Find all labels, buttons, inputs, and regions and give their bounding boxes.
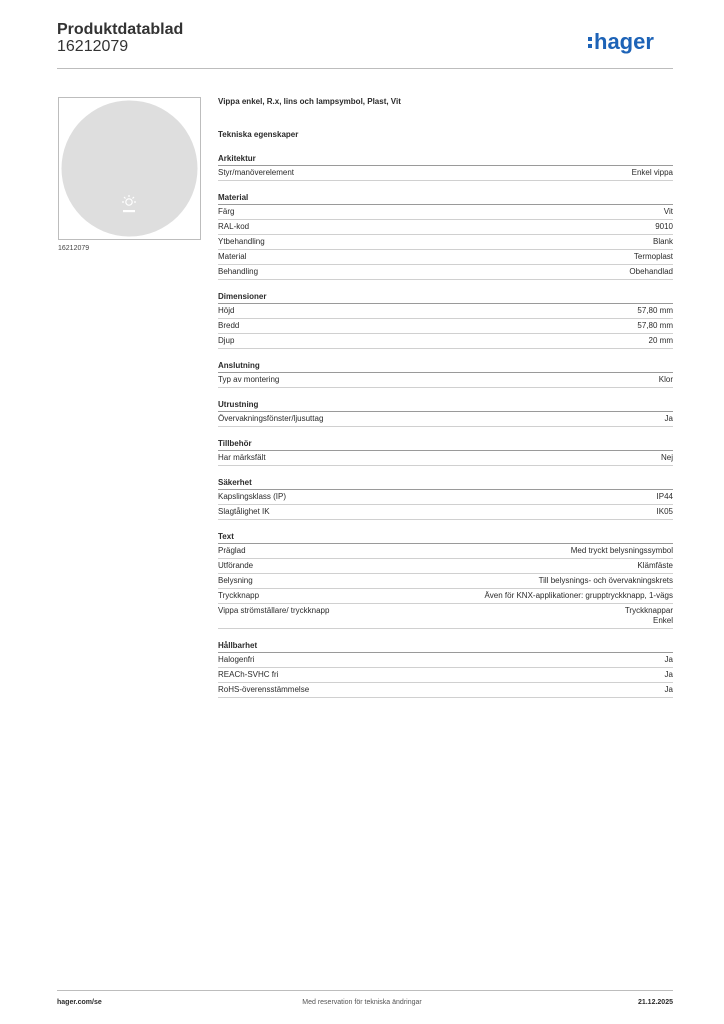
document-title: Produktdatablad <box>57 21 184 38</box>
property-label: Präglad <box>218 546 246 555</box>
property-label: Behandling <box>218 267 259 276</box>
property-value <box>637 561 673 571</box>
product-number: 16212079 <box>57 38 129 55</box>
property-value <box>637 321 673 331</box>
property-value-line: Termoplast <box>633 252 673 261</box>
property-value-line: Ja <box>664 414 673 423</box>
property-row <box>218 220 673 235</box>
property-value-line: 9010 <box>655 222 673 231</box>
property-row <box>218 668 673 683</box>
property-label: Färg <box>218 207 235 216</box>
section-heading: Utrustning <box>218 398 673 412</box>
lens-bar <box>123 210 135 212</box>
property-label: Vippa strömställare/ tryckknapp <box>218 606 330 615</box>
property-value <box>484 591 673 601</box>
property-row <box>218 559 673 574</box>
property-row <box>218 544 673 559</box>
property-row <box>218 205 673 220</box>
properties-heading: Tekniska egenskaper <box>218 130 299 139</box>
property-value <box>649 336 673 346</box>
property-value <box>632 168 673 178</box>
property-section <box>218 398 673 427</box>
hager-logo <box>588 30 672 61</box>
property-value-line: Vit <box>663 207 673 216</box>
property-label: Tryckknapp <box>218 591 260 600</box>
footer-divider <box>57 990 673 991</box>
property-row <box>218 373 673 388</box>
property-value <box>539 576 673 586</box>
property-row <box>218 265 673 280</box>
property-value-line: Ja <box>664 685 673 694</box>
property-value-line: Enkel <box>652 616 673 625</box>
property-value-line: Klämfäste <box>637 561 673 570</box>
property-row <box>218 304 673 319</box>
property-value <box>653 237 673 247</box>
property-value-line: Ja <box>664 670 673 679</box>
property-label: Ytbehandling <box>218 237 265 246</box>
section-heading: Anslutning <box>218 359 673 373</box>
property-row <box>218 604 673 629</box>
section-heading: Säkerhet <box>218 476 673 490</box>
property-row <box>218 235 673 250</box>
footer-date: 21.12.2025 <box>637 999 673 1006</box>
property-value <box>664 207 673 217</box>
property-label: Halogenfri <box>218 655 255 664</box>
svg-text:hager: hager <box>594 30 654 54</box>
header-divider <box>57 68 673 69</box>
property-value-line: 57,80 mm <box>637 321 673 330</box>
product-image <box>58 97 201 240</box>
property-label: Typ av montering <box>218 375 280 384</box>
property-value-line: Blank <box>652 237 673 246</box>
property-row <box>218 683 673 698</box>
property-section <box>218 359 673 388</box>
property-value-line: Ja <box>664 655 673 664</box>
property-value <box>625 606 673 626</box>
property-value <box>637 306 673 316</box>
property-label: RoHS-överensstämmelse <box>218 685 310 694</box>
properties-sections <box>218 152 673 698</box>
property-label: Belysning <box>218 576 253 585</box>
section-heading: Text <box>218 530 673 544</box>
property-row <box>218 319 673 334</box>
property-section <box>218 437 673 466</box>
property-row <box>218 250 673 265</box>
property-value-line: Tryckknappar <box>624 606 673 615</box>
property-label: Har märksfält <box>218 453 266 462</box>
property-section <box>218 191 673 280</box>
property-value-line: Klor <box>658 375 673 384</box>
property-value <box>571 546 673 556</box>
footer-note: Med reservation för tekniska ändringar <box>302 999 422 1006</box>
property-row <box>218 589 673 604</box>
section-heading: Arkitektur <box>218 152 673 166</box>
property-value-line: Enkel vippa <box>631 168 673 177</box>
property-label: Material <box>218 252 247 261</box>
property-row <box>218 166 673 181</box>
property-row <box>218 412 673 427</box>
property-row <box>218 574 673 589</box>
property-value <box>665 670 673 680</box>
property-value-line: IP44 <box>656 492 673 501</box>
property-value <box>665 685 673 695</box>
property-label: Slagtålighet IK <box>218 507 270 516</box>
property-value-line: IK05 <box>656 507 673 516</box>
footer-website: hager.com/se <box>57 999 102 1006</box>
property-section <box>218 639 673 698</box>
property-value <box>655 222 673 232</box>
property-section <box>218 530 673 629</box>
property-row <box>218 490 673 505</box>
property-label: Bredd <box>218 321 240 330</box>
section-heading: Tillbehör <box>218 437 673 451</box>
property-label: Övervakningsfönster/ljusuttag <box>218 414 324 423</box>
section-heading: Hållbarhet <box>218 639 673 653</box>
property-row <box>218 653 673 668</box>
product-details <box>218 95 673 698</box>
property-value-line: Obehandlad <box>629 267 673 276</box>
property-value <box>634 252 673 262</box>
property-value-line: 57,80 mm <box>637 306 673 315</box>
property-value <box>657 492 673 502</box>
property-section <box>218 290 673 349</box>
property-row <box>218 334 673 349</box>
property-label: Kapslingsklass (IP) <box>218 492 287 501</box>
property-label: Höjd <box>218 306 235 315</box>
property-value-line: 20 mm <box>648 336 673 345</box>
property-value-line: Till belysnings- och övervakningskrets <box>538 576 673 585</box>
property-value <box>629 267 673 277</box>
property-label: REACh-SVHC fri <box>218 670 279 679</box>
product-title: Vippa enkel, R.x, lins och lampsymbol, Plast, Vit <box>218 97 401 106</box>
property-value-line: Även för KNX-applikationer: grupptryckknapp, 1-vägs <box>484 591 673 600</box>
property-value <box>665 414 673 424</box>
property-label: RAL-kod <box>218 222 250 231</box>
property-value-line: Nej <box>660 453 673 462</box>
property-section <box>218 476 673 520</box>
property-row <box>218 505 673 520</box>
property-value <box>661 453 673 463</box>
property-label: Styr/manöverelement <box>218 168 295 177</box>
property-section <box>218 152 673 181</box>
section-heading: Material <box>218 191 673 205</box>
property-value <box>657 507 673 517</box>
property-value <box>659 375 673 385</box>
image-caption: 16212079 <box>58 245 90 252</box>
property-label: Djup <box>218 336 235 345</box>
property-value-line: Med tryckt belysningssymbol <box>570 546 673 555</box>
property-row <box>218 451 673 466</box>
property-value <box>665 655 673 665</box>
property-label: Utförande <box>218 561 254 570</box>
section-heading: Dimensioner <box>218 290 673 304</box>
